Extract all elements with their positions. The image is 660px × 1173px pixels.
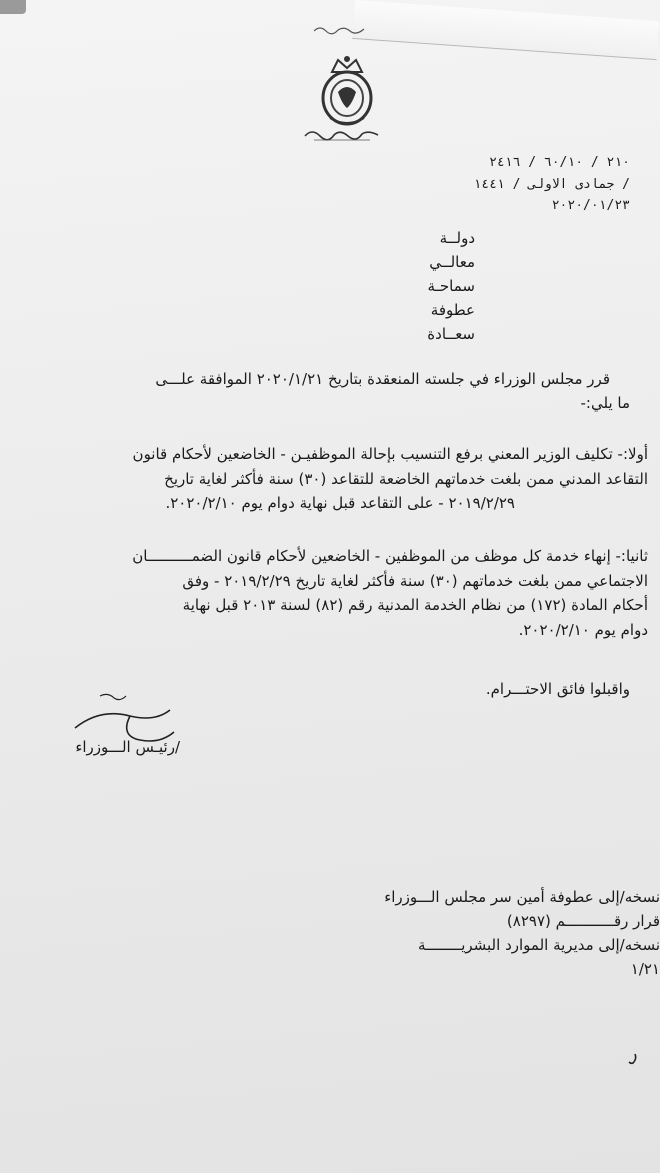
clause-second-line-2: الاجتماعي ممن بلغت خدماتهم (٣٠) سنة فأكثر لغاية تاريخ ٢٠١٩/٢/٢٩ - وفق: [182, 572, 648, 590]
overlapping-paper-edge: [352, 0, 659, 60]
recipient-title-1: دولــة: [439, 229, 475, 247]
clause-first-line-2: التقاعد المدني ممن بلغت خدماتهم الخاضعة للتقاعد (٣٠) سنة فأكثر لغاية تاريخ: [164, 470, 648, 488]
recipient-title-3: سماحـة: [427, 277, 475, 295]
page-corner-mark: [0, 0, 26, 14]
clause-first-line-1: أولا:- تكليف الوزير المعني برفع التنسيب بإحالة الموظفيـن - الخاضعين لأحكام قانون: [132, 445, 648, 463]
clause-second-line-1: ثانيا:- إنهاء خدمة كل موظف من الموظفين - الخاضعين لأحكام قانون الضمــــــــــان: [132, 547, 648, 565]
decision-number-line: قرار رقـــــــــــم (٨٢٩٧): [506, 912, 660, 930]
decision-intro: قرر مجلس الوزراء في جلسته المنعقدة بتاريخ ٢٠٢٠/١/٢١ الموافقة علـــى: [155, 370, 610, 388]
clause-first-line-3: ٢٠١٩/٢/٢٩ - على التقاعد قبل نهاية دوام يوم ٢٠٢٠/٢/١٠.: [165, 494, 515, 512]
page-end-mark: [628, 1052, 638, 1066]
reference-number: ٢١٠ / ٦٠/١٠ / ٢٤١٦: [489, 155, 630, 170]
filing-date: ١/٢١: [630, 960, 660, 978]
jordan-crown-emblem-icon: [312, 52, 382, 132]
clause-second-line-3: أحكام المادة (١٧٢) من نظام الخدمة المدنية رقم (٨٢) لسنة ٢٠١٣ قبل نهاية: [182, 596, 648, 614]
recipient-title-2: معالــي: [429, 253, 475, 271]
signatory-title: /رئيـس الـــوزراء: [75, 738, 180, 756]
office-name-calligraphy: [302, 122, 382, 144]
copy-to-line-2: نسخه/إلى مديرية الموارد البشريــــــــة: [418, 936, 660, 954]
closing-salutation: واقبلوا فائق الاحتـــرام.: [485, 680, 630, 698]
header-handwritten-mark: [312, 22, 366, 36]
copy-to-line-1: نسخه/إلى عطوفة أمين سر مجلس الـــوزراء: [384, 888, 660, 906]
gregorian-date: ٢٠٢٠/٠١/٢٣: [551, 198, 630, 213]
hijri-date: / جمادى الاولى / ١٤٤١: [473, 177, 630, 192]
recipient-title-5: سعــادة: [427, 325, 475, 343]
decision-intro-cont: ما يلي:-: [580, 394, 630, 412]
clause-second-line-4: دوام يوم ٢٠٢٠/٢/١٠.: [518, 621, 648, 639]
recipient-title-4: عطوفة: [430, 301, 475, 319]
